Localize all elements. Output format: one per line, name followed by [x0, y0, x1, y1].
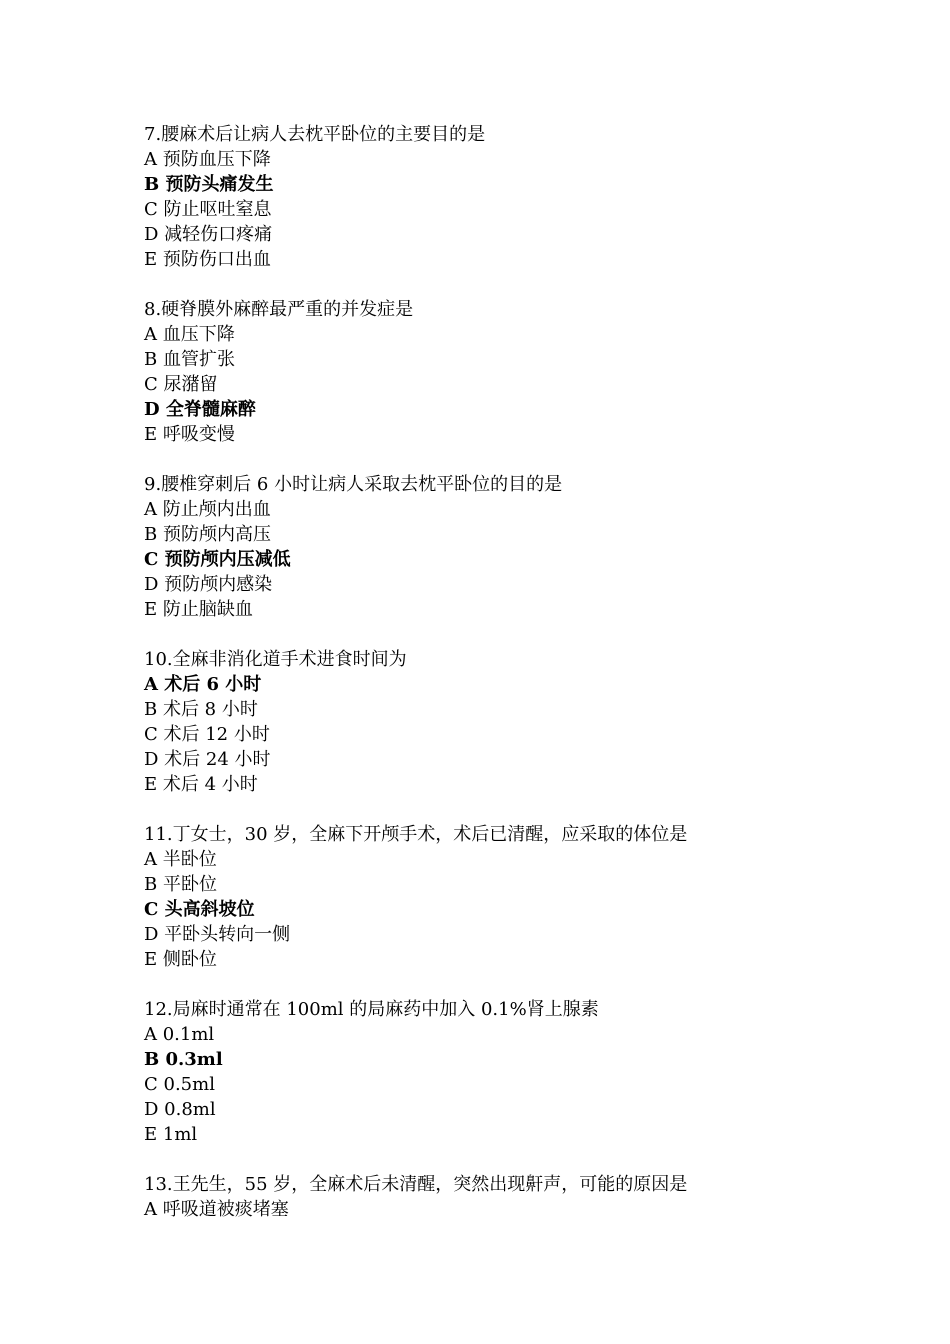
answer-option: A 半卧位 [144, 849, 217, 870]
answer-option: A 血压下降 [144, 324, 235, 345]
answer-option: D 减轻伤口疼痛 [144, 224, 273, 245]
answer-option: B 术后 8 小时 [144, 699, 258, 720]
answer-option: B 预防颅内高压 [144, 524, 271, 545]
question-stem: 10.全麻非消化道手术进食时间为 [144, 649, 407, 670]
question-block [144, 297, 844, 447]
question-stem: 11.丁女士，30 岁，全麻下开颅手术，术后已清醒，应采取的体位是 [144, 824, 688, 845]
answer-option: E 呼吸变慢 [144, 424, 235, 445]
answer-option-correct: A 术后 6 小时 [144, 674, 262, 695]
question-block [144, 997, 844, 1147]
answer-option-correct: C 头高斜坡位 [144, 899, 255, 920]
answer-option: D 0.8ml [144, 1099, 216, 1120]
question-stem: 9.腰椎穿刺后 6 小时让病人采取去枕平卧位的目的是 [144, 474, 563, 495]
answer-option: D 平卧头转向一侧 [144, 924, 291, 945]
answer-option-correct: D 全脊髓麻醉 [144, 399, 256, 420]
answer-option: C 术后 12 小时 [144, 724, 270, 745]
answer-option: E 防止脑缺血 [144, 599, 253, 620]
answer-option: C 尿潴留 [144, 374, 218, 395]
answer-option: A 预防血压下降 [144, 149, 271, 170]
answer-option-correct: C 预防颅内压减低 [144, 549, 291, 570]
answer-option: B 平卧位 [144, 874, 217, 895]
question-stem: 12.局麻时通常在 100ml 的局麻药中加入 0.1%肾上腺素 [144, 999, 599, 1020]
answer-option: B 血管扩张 [144, 349, 235, 370]
answer-option: E 术后 4 小时 [144, 774, 258, 795]
answer-option: C 防止呕吐窒息 [144, 199, 272, 220]
answer-option: E 预防伤口出血 [144, 249, 271, 270]
answer-option: A 呼吸道被痰堵塞 [144, 1199, 289, 1220]
answer-option-correct: B 0.3ml [144, 1049, 223, 1070]
answer-option: A 0.1ml [144, 1024, 215, 1045]
answer-option-correct: B 预防头痛发生 [144, 174, 274, 195]
document-body [144, 122, 844, 1247]
question-block [144, 472, 844, 622]
answer-option: D 术后 24 小时 [144, 749, 271, 770]
answer-option: E 侧卧位 [144, 949, 217, 970]
question-stem: 13.王先生，55 岁，全麻术后未清醒，突然出现鼾声，可能的原因是 [144, 1174, 688, 1195]
question-stem: 8.硬脊膜外麻醉最严重的并发症是 [144, 299, 414, 320]
question-block [144, 122, 844, 272]
question-block [144, 647, 844, 797]
answer-option: A 防止颅内出血 [144, 499, 271, 520]
answer-option: D 预防颅内感染 [144, 574, 273, 595]
question-block [144, 822, 844, 972]
answer-option: E 1ml [144, 1124, 198, 1145]
answer-option: C 0.5ml [144, 1074, 215, 1095]
question-stem: 7.腰麻术后让病人去枕平卧位的主要目的是 [144, 124, 486, 145]
question-block [144, 1172, 844, 1222]
